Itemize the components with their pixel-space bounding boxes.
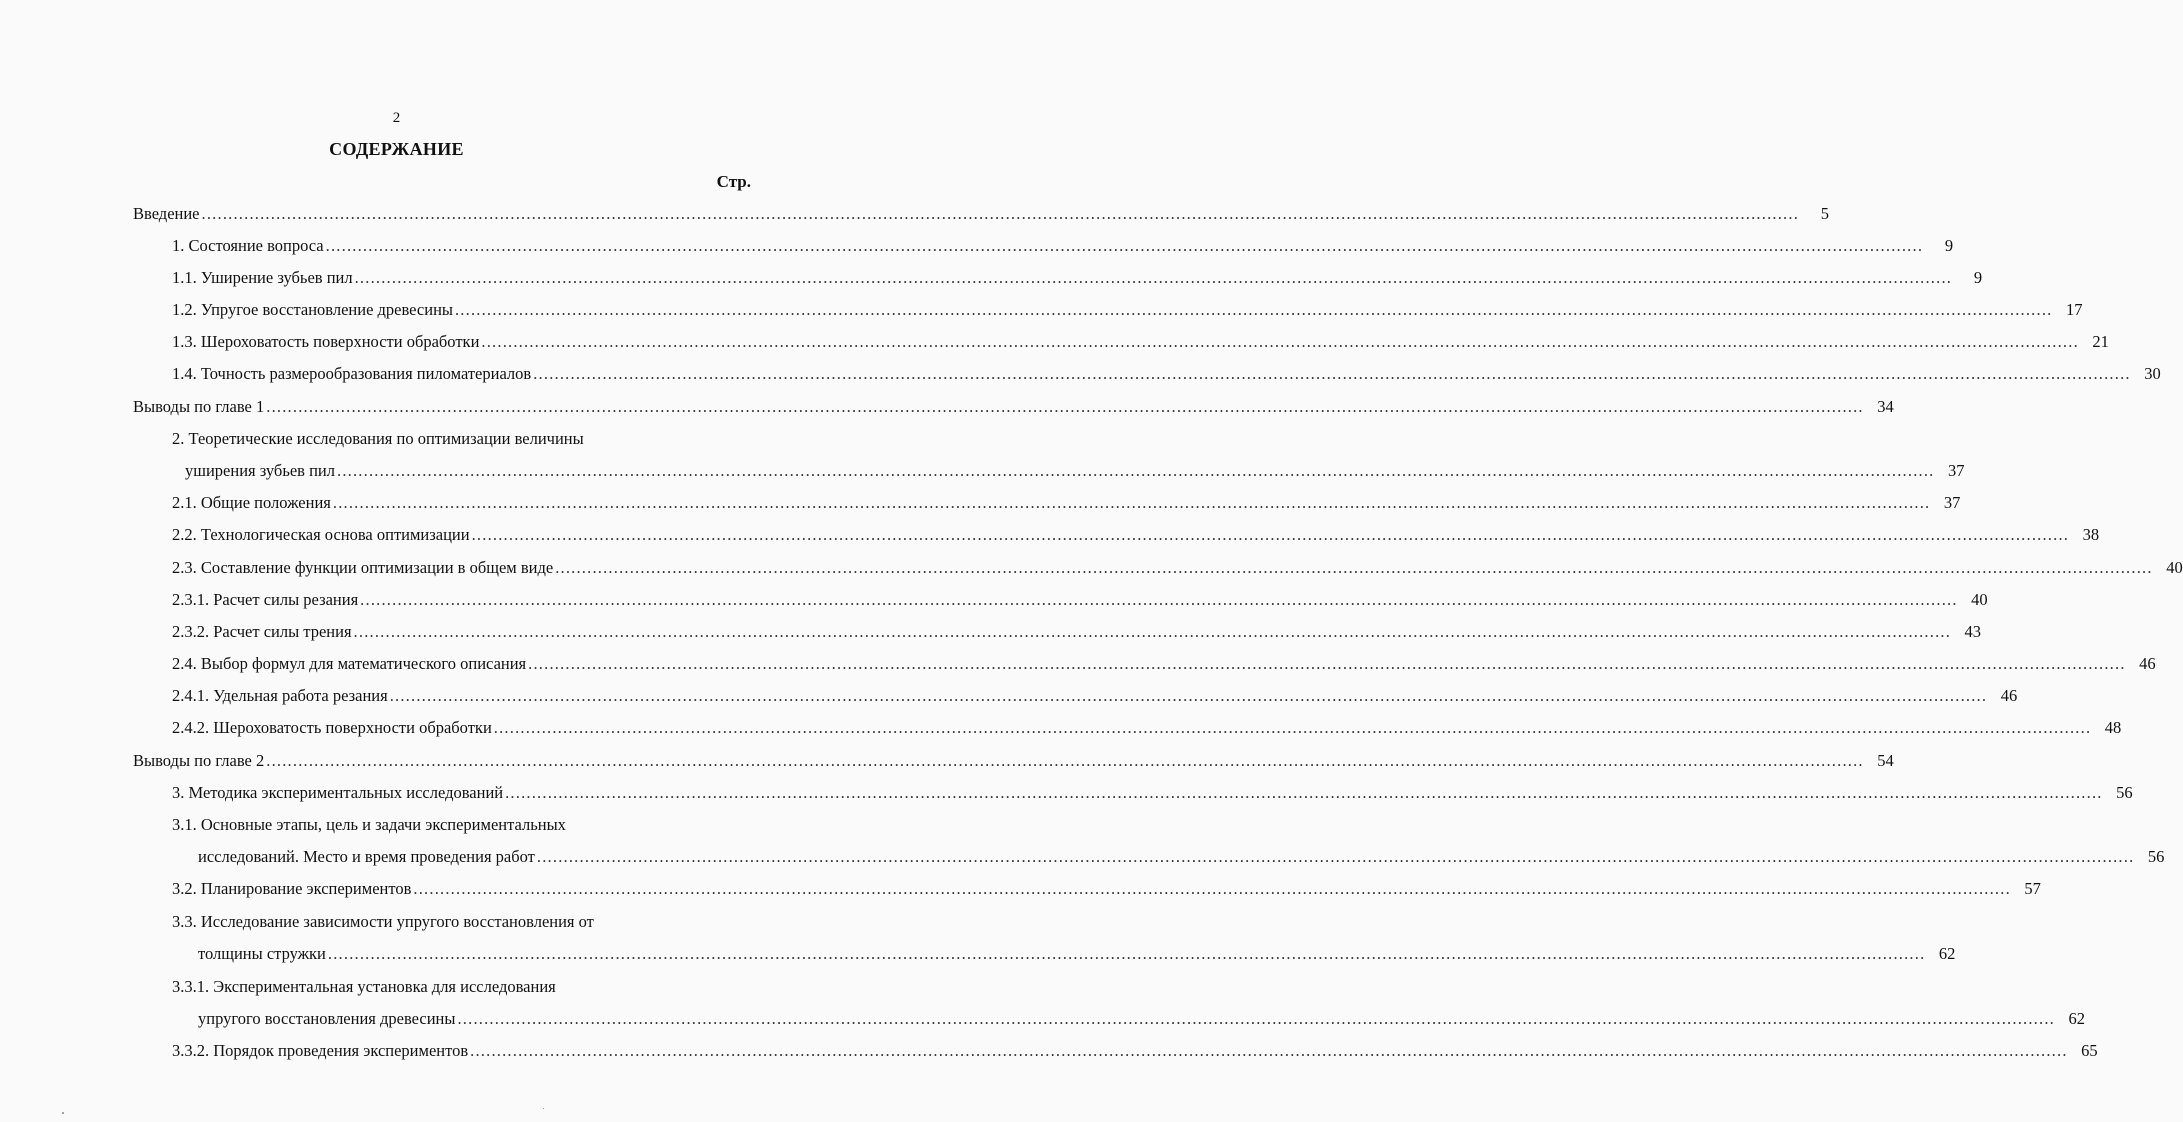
toc-entry-text: 1.1. Уширение зубьев пил [172,268,353,287]
toc-entry [172,684,2018,708]
toc-entry-page: 46 [2000,686,2018,705]
toc-entry-text: Введение [133,204,200,223]
toc-entry-page: 37 [1943,493,1961,512]
toc-entry-text: толщины стружки [198,944,326,963]
toc-entry-text: 2.3. Составление функции оптимизации в общем виде [172,558,554,577]
toc-entry-page: 9 [1973,268,1983,287]
toc-entry [172,781,2133,805]
toc-entry [172,1039,2098,1063]
toc-entry-text: исследований. Место и время проведения работ [198,847,535,866]
toc-leader-dots: ............................................................................................................................................................................................................................................................................................................ [457,1009,2055,1028]
toc-leader-dots: ............................................................................................................................................................................................................................................................................................................ [354,268,1953,287]
toc-entry-text: 2.3.2. Расчет силы трения [172,622,352,641]
toc-entry-page: 56 [2116,783,2133,802]
toc-entry-page: 62 [1938,944,1956,963]
toc-entry-page: 37 [1948,461,1965,480]
toc-entry-text: 1.4. Точность размерообразования пиломатериалов [172,364,532,383]
toc-entry-text: Выводы по главе 2 [133,751,265,770]
toc-entry-text: 3. Методика экспериментальных исследований [172,783,504,802]
toc-entry [198,845,2165,869]
toc-leader-dots: ............................................................................................................................................................................................................................................................................................................ [555,558,2153,577]
toc-entry [172,330,2109,354]
toc-entry-page: 34 [1877,397,1894,416]
toc-entry [172,556,2183,580]
toc-entry-text: 1.3. Шероховатость поверхности обработки [172,332,480,351]
toc-leader-dots: ............................................................................................................................................................................................................................................................................................................ [337,461,1935,480]
toc-leader-dots: ............................................................................................................................................................................................................................................................................................................ [332,493,1931,512]
toc-entry-page: 40 [1971,590,1988,609]
toc-entry [172,523,2100,547]
toc-entry [172,234,1954,258]
toc-entry-heading: 2. Теоретические исследования по оптимизации величины [172,429,584,448]
toc-entry-text: 2.4.2. Шероховатость поверхности обработки [172,718,492,737]
toc-entry-text: 1. Состояние вопроса [172,236,324,255]
toc-entry-page: 56 [2147,847,2165,866]
toc-leader-dots: ............................................................................................................................................................................................................................................................................................................ [528,654,2126,673]
toc-entry-page: 5 [1820,204,1830,223]
toc-entry-page: 43 [1964,622,1982,641]
toc-entry [172,716,2122,740]
toc-leader-dots: ............................................................................................................................................................................................................................................................................................................ [505,783,2103,802]
toc-entry [133,749,1894,773]
scan-speck [543,1108,544,1109]
toc-entry [172,362,2161,386]
page-number: 2 [392,110,401,126]
toc-entry-text: 2.1. Общие положения [172,493,331,512]
toc-entry-page: 21 [2092,332,2109,351]
toc-entry-text: Выводы по главе 1 [133,397,265,416]
toc-entry [198,1007,2085,1031]
toc-leader-dots: ............................................................................................................................................................................................................................................................................................................ [266,397,1864,416]
toc-leader-dots: ............................................................................................................................................................................................................................................................................................................ [454,300,2053,319]
scan-speck [62,1112,64,1114]
toc-entry-text: 1.2. Упругое восстановление древесины [172,300,453,319]
toc-leader-dots: ............................................................................................................................................................................................................................................................................................................ [536,847,2135,866]
toc-entry [198,942,1956,966]
toc-entry-page: 57 [2024,879,2041,898]
toc-entry [185,459,1965,483]
toc-entry-heading: 3.1. Основные этапы, цель и задачи экспериментальных [172,815,566,834]
toc-entry-page: 48 [2104,718,2122,737]
toc-entry [172,266,1983,290]
toc-leader-dots: ............................................................................................................................................................................................................................................................................................................ [327,944,1926,963]
toc-entry-text: уширения зубьев пил [185,461,335,480]
toc-leader-dots: ............................................................................................................................................................................................................................................................................................................ [413,879,2011,898]
toc-entry-text: 2.4. Выбор формул для математического описания [172,654,527,673]
toc-entry [133,395,1894,419]
toc-entry [172,877,2041,901]
toc-entry [172,298,2083,322]
toc-entry [172,652,2156,676]
toc-leader-dots: ............................................................................................................................................................................................................................................................................................................ [353,622,1952,641]
toc-entry-page: 30 [2144,364,2161,383]
toc-leader-dots: ............................................................................................................................................................................................................................................................................................................ [533,364,2131,383]
toc-entry-text: 2.4.1. Удельная работа резания [172,686,388,705]
toc-entry-page: 46 [2139,654,2156,673]
toc-entry-text: 2.2. Технологическая основа оптимизации [172,525,470,544]
toc-entry-page: 65 [2081,1041,2098,1060]
page-column-header: Стр. [716,172,751,191]
toc-entry [172,491,1961,515]
toc-entry-heading: 3.3.1. Экспериментальная установка для исследования [172,977,556,996]
toc-entry [133,202,1830,226]
toc-leader-dots: ............................................................................................................................................................................................................................................................................................................ [493,718,2092,737]
toc-entry-page: 38 [2082,525,2100,544]
toc-entry-heading: 3.3. Исследование зависимости упругого восстановления от [172,912,594,931]
toc-entry-page: 40 [2166,558,2183,577]
toc-leader-dots: ............................................................................................................................................................................................................................................................................................................ [325,236,1924,255]
toc-leader-dots: ............................................................................................................................................................................................................................................................................................................ [389,686,1988,705]
toc-leader-dots: ............................................................................................................................................................................................................................................................................................................ [266,751,1864,770]
toc-entry [172,588,1988,612]
toc-entry-text: 3.3.2. Порядок проведения экспериментов [172,1041,469,1060]
toc-entry-page: 9 [1944,236,1954,255]
toc-entry-page: 17 [2065,300,2083,319]
toc-leader-dots: ............................................................................................................................................................................................................................................................................................................ [471,525,2070,544]
toc-entry-page: 62 [2068,1009,2085,1028]
toc-leader-dots: ............................................................................................................................................................................................................................................................................................................ [360,590,1958,609]
toc-entry-text: упругого восстановления древесины [198,1009,456,1028]
toc-leader-dots: ............................................................................................................................................................................................................................................................................................................ [481,332,2079,351]
toc-leader-dots: ............................................................................................................................................................................................................................................................................................................ [470,1041,2068,1060]
toc-entry-page: 54 [1877,751,1894,770]
toc-entry-text: 3.2. Планирование экспериментов [172,879,412,898]
page-title: СОДЕРЖАНИЕ [329,139,464,159]
toc-entry-text: 2.3.1. Расчет силы резания [172,590,359,609]
toc-entry [172,620,1982,644]
toc-leader-dots: ............................................................................................................................................................................................................................................................................................................ [201,204,1800,223]
